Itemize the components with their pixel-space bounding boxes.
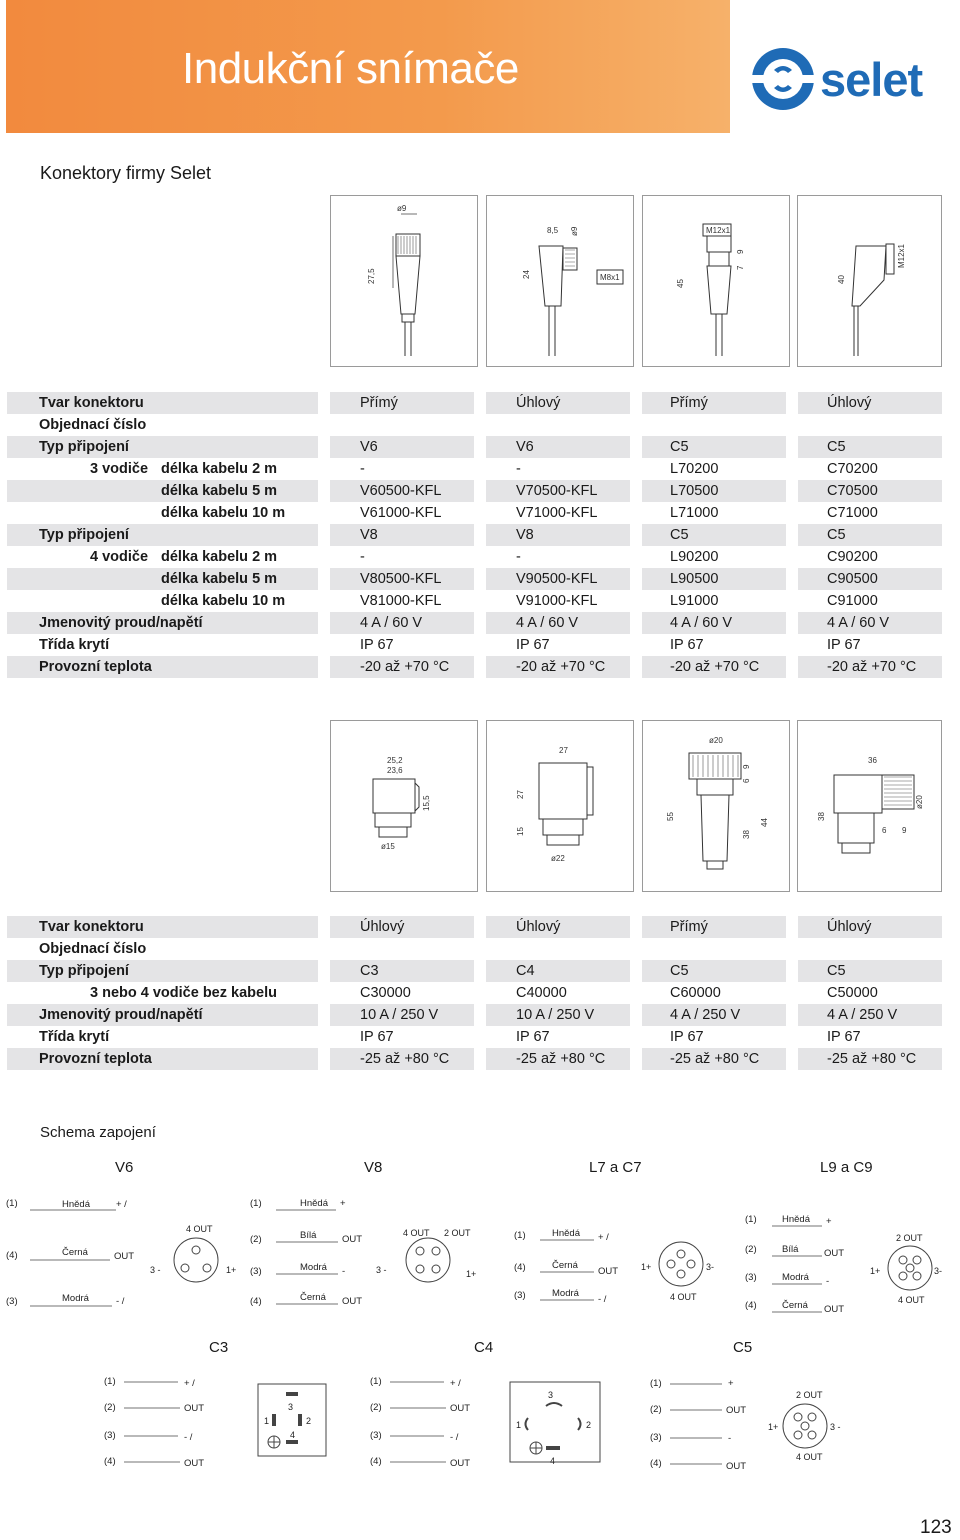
table-cell: C5 xyxy=(827,527,846,543)
svg-text:- /: - / xyxy=(598,1294,607,1305)
svg-text:(4): (4) xyxy=(650,1458,662,1469)
row-sublabel: délka kabelu 2 m xyxy=(161,549,278,565)
dim-label: 27 xyxy=(559,746,568,755)
svg-text:Černá: Černá xyxy=(552,1260,578,1271)
table-row xyxy=(7,436,942,458)
table-cell: Přímý xyxy=(360,395,398,411)
svg-text:+ /: + / xyxy=(116,1199,127,1210)
schema-heading: C5 xyxy=(733,1339,753,1356)
drawing-straight-v6 xyxy=(330,195,478,367)
svg-text:1: 1 xyxy=(516,1420,522,1430)
svg-text:(3): (3) xyxy=(6,1296,18,1307)
table-cell: C50000 xyxy=(827,985,878,1001)
table-row xyxy=(7,480,942,502)
dim-label: 6 xyxy=(882,826,887,835)
table-row xyxy=(7,590,942,612)
table-cell: IP 67 xyxy=(827,637,861,653)
page-number: 123 xyxy=(920,1517,952,1538)
table-cell: V8 xyxy=(360,527,378,543)
dim-label: 38 xyxy=(742,830,751,839)
dim-label: ø9 xyxy=(570,226,579,236)
schema-heading: C4 xyxy=(474,1339,494,1356)
row-label: Třída krytí xyxy=(39,1029,110,1045)
table-cell: L91000 xyxy=(670,593,719,609)
dim-label: 23,6 xyxy=(387,766,403,775)
svg-text:(1): (1) xyxy=(6,1198,18,1209)
svg-text:OUT: OUT xyxy=(824,1248,845,1259)
table-cell: Úhlový xyxy=(516,395,561,411)
spec-table-connectors xyxy=(7,916,942,1070)
table-row xyxy=(7,502,942,524)
table-cell: -25 až +80 °C xyxy=(827,1051,917,1067)
svg-text:OUT: OUT xyxy=(450,1458,471,1469)
dim-label: M12x1 xyxy=(706,226,731,235)
svg-text:1+: 1+ xyxy=(641,1262,652,1272)
svg-text:4 OUT: 4 OUT xyxy=(796,1452,823,1462)
table-cell: C3 xyxy=(360,963,379,979)
table-cell: 4 A / 60 V xyxy=(360,615,423,631)
table-cell: L70500 xyxy=(670,483,719,499)
table-cell: C30000 xyxy=(360,985,411,1001)
table-cell: Úhlový xyxy=(516,919,561,935)
table-cell: IP 67 xyxy=(516,637,550,653)
svg-text:+ /: + / xyxy=(598,1232,609,1243)
svg-text:(4): (4) xyxy=(370,1456,382,1467)
dim-label: 55 xyxy=(666,812,675,821)
svg-text:- /: - / xyxy=(184,1432,193,1443)
table-cell: Přímý xyxy=(670,919,708,935)
table-row xyxy=(7,982,942,1004)
svg-text:-: - xyxy=(342,1266,346,1277)
svg-text:1+: 1+ xyxy=(870,1266,881,1276)
dim-label: ø22 xyxy=(551,854,565,863)
table-cell: C5 xyxy=(670,439,689,455)
table-cell: V6 xyxy=(360,439,378,455)
svg-text:OUT: OUT xyxy=(342,1234,363,1245)
dim-label: M12x1 xyxy=(897,243,906,268)
table-cell: C40000 xyxy=(516,985,567,1001)
svg-text:+ /: + / xyxy=(450,1378,461,1389)
table-cell: V70500-KFL xyxy=(516,483,598,499)
table-row xyxy=(7,612,942,634)
svg-text:Černá: Černá xyxy=(62,1247,88,1258)
row-label: Provozní teplota xyxy=(39,659,152,675)
table-cell: L71000 xyxy=(670,505,719,521)
selet-logo-icon xyxy=(748,44,818,114)
svg-text:3: 3 xyxy=(548,1390,554,1400)
svg-text:(3): (3) xyxy=(370,1430,382,1441)
svg-text:+: + xyxy=(826,1216,832,1227)
svg-text:OUT: OUT xyxy=(450,1403,471,1414)
svg-text:(4): (4) xyxy=(745,1300,757,1311)
dim-label: 27 xyxy=(516,790,525,799)
table-row xyxy=(7,656,942,678)
table-cell: L90500 xyxy=(670,571,719,587)
table-cell: V6 xyxy=(516,439,534,455)
table-cell: - xyxy=(516,549,521,565)
table-row xyxy=(7,392,942,414)
table-cell: Úhlový xyxy=(827,395,872,411)
table-cell: -20 až +70 °C xyxy=(360,659,450,675)
wiring-l9-c9 xyxy=(745,1214,942,1315)
svg-text:OUT: OUT xyxy=(598,1266,619,1277)
dim-label: 25,2 xyxy=(387,756,403,765)
row-label: Jmenovitý proud/napětí xyxy=(39,615,203,631)
dim-label: 7 xyxy=(736,265,745,270)
table-cell: 4 A / 250 V xyxy=(827,1007,898,1023)
svg-text:OUT: OUT xyxy=(726,1405,747,1416)
table-cell: - xyxy=(360,461,365,477)
svg-text:1+: 1+ xyxy=(226,1265,237,1275)
section-subtitle: Konektory firmy Selet xyxy=(40,163,212,183)
svg-text:2 OUT: 2 OUT xyxy=(796,1390,823,1400)
table-cell: Přímý xyxy=(670,395,708,411)
wiring-v6 xyxy=(6,1198,236,1307)
table-cell: -20 až +70 °C xyxy=(670,659,760,675)
table-cell: 4 A / 60 V xyxy=(670,615,733,631)
table-row xyxy=(7,1004,942,1026)
svg-text:(1): (1) xyxy=(514,1230,526,1241)
drawing-c4 xyxy=(486,720,634,892)
table-cell: IP 67 xyxy=(360,637,394,653)
drawing-c3 xyxy=(330,720,478,892)
svg-text:Modrá: Modrá xyxy=(552,1288,579,1299)
row-label: Třída krytí xyxy=(39,637,110,653)
dim-label: M8x1 xyxy=(600,273,620,282)
svg-text:(3): (3) xyxy=(514,1290,526,1301)
table-cell: -20 až +70 °C xyxy=(516,659,606,675)
schema-heading: C3 xyxy=(209,1339,229,1356)
row-label: Tvar konektoru xyxy=(39,919,144,935)
dim-label: 27,5 xyxy=(367,268,376,284)
table-cell: C90500 xyxy=(827,571,878,587)
wiring-v8 xyxy=(250,1198,476,1307)
svg-text:3 -: 3 - xyxy=(150,1265,161,1275)
table-cell: 10 A / 250 V xyxy=(360,1007,439,1023)
svg-text:+ /: + / xyxy=(184,1378,195,1389)
svg-text:-: - xyxy=(826,1276,830,1287)
svg-text:4: 4 xyxy=(550,1456,556,1466)
drawing-angled-v6 xyxy=(486,195,634,367)
svg-text:1+: 1+ xyxy=(466,1269,477,1279)
row-sublabel: délka kabelu 10 m xyxy=(161,593,286,609)
table-cell: V60500-KFL xyxy=(360,483,442,499)
table-cell: V90500-KFL xyxy=(516,571,598,587)
table-cell: C60000 xyxy=(670,985,721,1001)
table-cell: IP 67 xyxy=(827,1029,861,1045)
dim-label: 40 xyxy=(837,275,846,284)
table-row xyxy=(7,960,942,982)
row-label: Provozní teplota xyxy=(39,1051,152,1067)
table-cell: Úhlový xyxy=(827,919,872,935)
table-cell: C90200 xyxy=(827,549,878,565)
table-cell: V61000-KFL xyxy=(360,505,442,521)
table-cell: -25 až +80 °C xyxy=(516,1051,606,1067)
svg-text:-: - xyxy=(728,1433,732,1444)
svg-text:(4): (4) xyxy=(104,1456,116,1467)
svg-text:OUT: OUT xyxy=(184,1403,205,1414)
row-sublabel: délka kabelu 2 m xyxy=(161,461,278,477)
svg-text:(1): (1) xyxy=(650,1378,662,1389)
svg-text:+: + xyxy=(340,1198,346,1209)
table-cell: V91000-KFL xyxy=(516,593,598,609)
page-title: Indukční snímače xyxy=(182,44,519,93)
table-cell: V8 xyxy=(516,527,534,543)
schema-heading: L9 a C9 xyxy=(820,1159,873,1176)
svg-text:(3): (3) xyxy=(104,1430,116,1441)
table-cell: L90200 xyxy=(670,549,719,565)
svg-text:(3): (3) xyxy=(650,1432,662,1443)
dim-label: 36 xyxy=(868,756,877,765)
svg-text:(3): (3) xyxy=(250,1266,262,1277)
dim-label: ø20 xyxy=(709,736,723,745)
dim-label: 24 xyxy=(522,270,531,279)
schema-heading: V6 xyxy=(115,1159,134,1176)
svg-text:(1): (1) xyxy=(250,1198,262,1209)
row-sublabel: délka kabelu 10 m xyxy=(161,505,286,521)
row-sublabel: délka kabelu 5 m xyxy=(161,483,278,499)
table-cell: Úhlový xyxy=(360,919,405,935)
svg-text:(2): (2) xyxy=(370,1402,382,1413)
table-row xyxy=(7,938,942,960)
wiring-c5 xyxy=(650,1378,841,1472)
dim-label: 6 xyxy=(742,778,751,783)
row-label: Typ připojení xyxy=(39,439,129,455)
row-label: Objednací číslo xyxy=(39,941,147,957)
svg-text:4: 4 xyxy=(290,1430,296,1440)
table-cell: -25 až +80 °C xyxy=(670,1051,760,1067)
svg-text:(1): (1) xyxy=(370,1376,382,1387)
svg-text:Hnědá: Hnědá xyxy=(552,1228,580,1239)
wiring-diagrams-row2 xyxy=(0,1360,960,1490)
svg-text:(2): (2) xyxy=(650,1404,662,1415)
svg-text:(1): (1) xyxy=(745,1214,757,1225)
table-cell: V71000-KFL xyxy=(516,505,598,521)
dim-label: 38 xyxy=(817,812,826,821)
svg-text:Modrá: Modrá xyxy=(300,1262,327,1273)
svg-text:Hnědá: Hnědá xyxy=(62,1199,90,1210)
drawing-angled-c5 xyxy=(797,195,942,367)
row-sublabel: délka kabelu 5 m xyxy=(161,571,278,587)
row-label: 4 vodiče xyxy=(90,549,149,565)
table-cell: C70500 xyxy=(827,483,878,499)
wiring-c4 xyxy=(370,1376,600,1469)
spec-table-cables xyxy=(7,392,942,678)
table-cell: V80500-KFL xyxy=(360,571,442,587)
svg-text:3-: 3- xyxy=(706,1262,715,1272)
table-row xyxy=(7,458,942,480)
page-header xyxy=(6,0,960,133)
table-cell: C5 xyxy=(670,527,689,543)
wiring-l7-c7 xyxy=(514,1228,714,1305)
table-row xyxy=(7,1048,942,1070)
svg-text:- /: - / xyxy=(450,1432,459,1443)
svg-text:(3): (3) xyxy=(745,1272,757,1283)
drawing-c6 xyxy=(642,720,790,892)
svg-text:Modrá: Modrá xyxy=(62,1293,89,1304)
table-row xyxy=(7,546,942,568)
svg-text:OUT: OUT xyxy=(824,1304,845,1315)
table-cell: C5 xyxy=(827,439,846,455)
svg-text:Černá: Černá xyxy=(300,1292,326,1303)
svg-text:Modrá: Modrá xyxy=(782,1272,809,1283)
schema-heading: V8 xyxy=(364,1159,383,1176)
svg-text:2: 2 xyxy=(306,1416,312,1426)
table-cell: - xyxy=(360,549,365,565)
svg-text:1: 1 xyxy=(264,1416,270,1426)
table-row xyxy=(7,524,942,546)
svg-text:OUT: OUT xyxy=(114,1251,135,1262)
schema-title: Schema zapojení xyxy=(40,1124,156,1141)
table-row xyxy=(7,414,942,436)
table-cell: - xyxy=(516,461,521,477)
table-cell: C71000 xyxy=(827,505,878,521)
table-row xyxy=(7,1026,942,1048)
dim-label: 9 xyxy=(742,764,751,769)
table-cell: 4 A / 60 V xyxy=(516,615,579,631)
dim-label: 9 xyxy=(902,826,907,835)
svg-text:Hnědá: Hnědá xyxy=(300,1198,328,1209)
svg-text:2: 2 xyxy=(586,1420,592,1430)
dim-label: 15,5 xyxy=(422,795,431,811)
row-label: 3 vodiče xyxy=(90,461,149,477)
table-cell: -25 až +80 °C xyxy=(360,1051,450,1067)
row-label: 3 nebo 4 vodiče bez kabelu xyxy=(90,985,277,1001)
row-label: Typ připojení xyxy=(39,963,129,979)
table-row xyxy=(7,916,942,938)
table-cell: 10 A / 250 V xyxy=(516,1007,595,1023)
table-cell: IP 67 xyxy=(516,1029,550,1045)
table-cell: L70200 xyxy=(670,461,719,477)
drawing-c5 xyxy=(797,720,942,892)
dim-label: 44 xyxy=(760,818,769,827)
table-cell: 4 A / 250 V xyxy=(670,1007,741,1023)
table-cell: C5 xyxy=(670,963,689,979)
svg-text:Hnědá: Hnědá xyxy=(782,1214,810,1225)
svg-text:OUT: OUT xyxy=(184,1458,205,1469)
schema-heading: L7 a C7 xyxy=(589,1159,642,1176)
svg-text:(1): (1) xyxy=(104,1376,116,1387)
table-cell: IP 67 xyxy=(670,637,704,653)
svg-text:3 -: 3 - xyxy=(830,1422,841,1432)
table-cell: 4 A / 60 V xyxy=(827,615,890,631)
selet-logo xyxy=(748,44,958,114)
table-cell: C70200 xyxy=(827,461,878,477)
table-cell: C5 xyxy=(827,963,846,979)
table-cell: V81000-KFL xyxy=(360,593,442,609)
svg-text:(4): (4) xyxy=(6,1250,18,1261)
table-cell: C91000 xyxy=(827,593,878,609)
svg-text:4 OUT: 4 OUT xyxy=(186,1224,213,1234)
drawing-straight-c5 xyxy=(642,195,790,367)
svg-text:Bílá: Bílá xyxy=(300,1230,317,1241)
svg-text:4 OUT: 4 OUT xyxy=(898,1295,925,1305)
row-label: Jmenovitý proud/napětí xyxy=(39,1007,203,1023)
svg-text:3: 3 xyxy=(288,1402,294,1412)
row-label: Typ připojení xyxy=(39,527,129,543)
dim-label: ø9 xyxy=(397,204,407,213)
svg-text:OUT: OUT xyxy=(342,1296,363,1307)
svg-text:1+: 1+ xyxy=(768,1422,779,1432)
svg-text:Černá: Černá xyxy=(782,1300,808,1311)
header-band xyxy=(6,0,730,133)
table-cell: IP 67 xyxy=(360,1029,394,1045)
svg-text:(2): (2) xyxy=(745,1244,757,1255)
dim-label: ø20 xyxy=(915,795,924,809)
svg-text:OUT: OUT xyxy=(726,1461,747,1472)
svg-text:Bílá: Bílá xyxy=(782,1244,799,1255)
wiring-diagrams-row1 xyxy=(0,1180,960,1330)
svg-text:2 OUT: 2 OUT xyxy=(896,1233,923,1243)
brand-name: selet xyxy=(820,53,923,106)
svg-text:4 OUT: 4 OUT xyxy=(403,1228,430,1238)
dim-label: 15 xyxy=(516,827,525,836)
svg-text:(2): (2) xyxy=(250,1234,262,1245)
dim-label: 8,5 xyxy=(547,226,559,235)
table-cell: -20 až +70 °C xyxy=(827,659,917,675)
table-row xyxy=(7,568,942,590)
row-label: Tvar konektoru xyxy=(39,395,144,411)
table-cell: C4 xyxy=(516,963,535,979)
svg-text:(4): (4) xyxy=(250,1296,262,1307)
dim-label: 9 xyxy=(736,249,745,254)
svg-text:4 OUT: 4 OUT xyxy=(670,1292,697,1302)
svg-text:- /: - / xyxy=(116,1296,125,1307)
svg-text:(4): (4) xyxy=(514,1262,526,1273)
svg-text:3-: 3- xyxy=(934,1266,943,1276)
svg-text:(2): (2) xyxy=(104,1402,116,1413)
row-label: Objednací číslo xyxy=(39,417,147,433)
table-cell: IP 67 xyxy=(670,1029,704,1045)
svg-text:2 OUT: 2 OUT xyxy=(444,1228,471,1238)
svg-text:3 -: 3 - xyxy=(376,1265,387,1275)
dim-label: 45 xyxy=(676,279,685,288)
svg-text:+: + xyxy=(728,1378,734,1389)
table-row xyxy=(7,634,942,656)
wiring-c3 xyxy=(104,1376,326,1469)
dim-label: ø15 xyxy=(381,842,395,851)
